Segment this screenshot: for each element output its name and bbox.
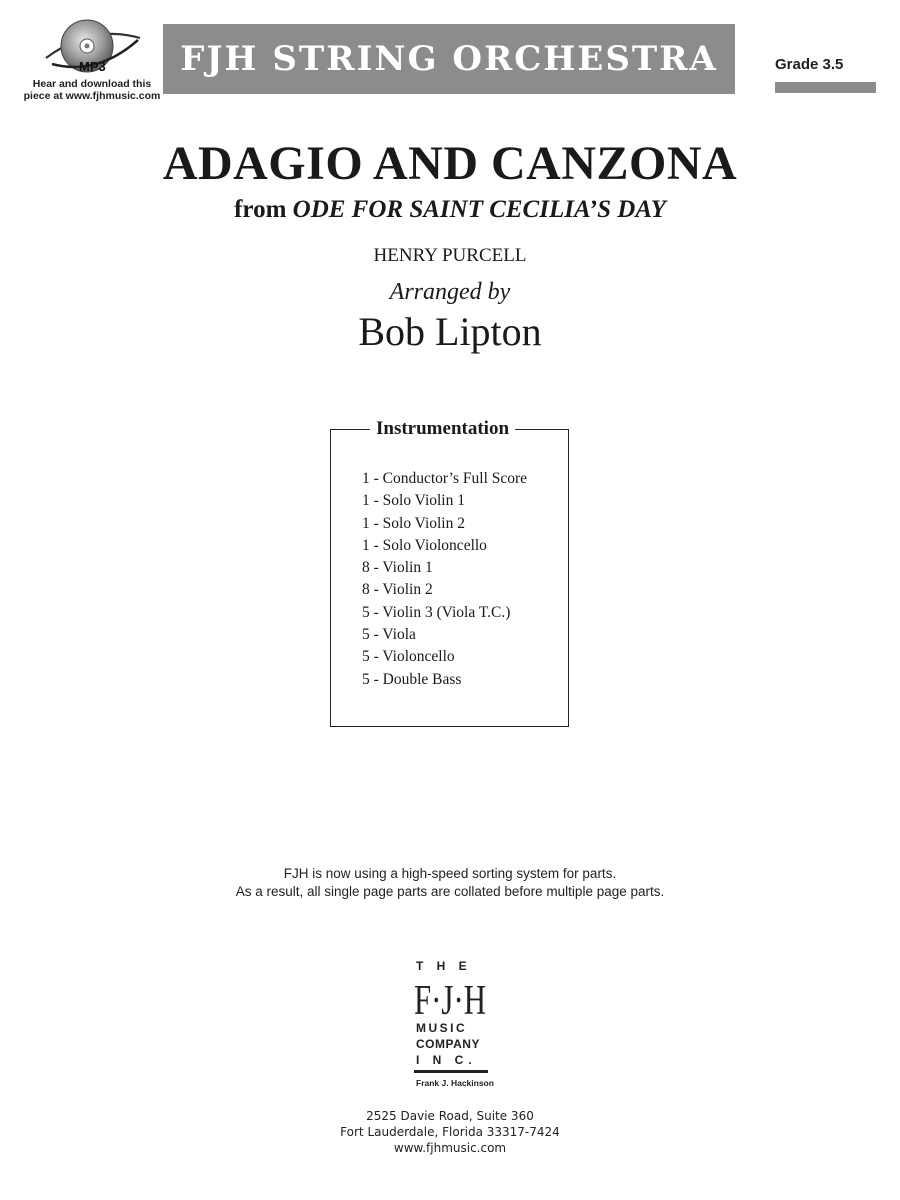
address-line1: 2525 Davie Road, Suite 360 [366, 1109, 534, 1123]
logo-company: COMPANY [416, 1037, 480, 1051]
mp3-note [22, 78, 162, 102]
notice-line1: FJH is now using a high-speed sorting system for parts. [283, 866, 617, 881]
arranged-by-label: Arranged by [389, 279, 511, 305]
sorting-notice [0, 865, 900, 901]
logo-fjh: F·J·H [414, 978, 486, 1024]
instrumentation-list [362, 468, 527, 691]
fjh-music-company-logo [412, 958, 492, 1094]
instrument-item: 1 - Solo Violin 2 [362, 514, 465, 532]
logo-inc: I N C. [416, 1053, 477, 1067]
arranger-name: Bob Lipton [358, 309, 542, 354]
mp3-badge [22, 18, 162, 102]
mp3-note-line1: Hear and download this [32, 78, 152, 90]
address-line2: Fort Lauderdale, Florida 33317-7424 [340, 1125, 560, 1139]
subtitle-prefix: from [234, 196, 287, 223]
notice-line2: As a result, all single page parts are collated before multiple page parts. [235, 884, 665, 899]
grade-rule [775, 82, 876, 93]
logo-rule [414, 1070, 488, 1073]
series-title: FJH STRING ORCHESTRA [180, 39, 718, 79]
address-website: www.fjhmusic.com [393, 1141, 507, 1155]
piece-title: ADAGIO AND CANZONA [162, 137, 738, 190]
series-banner [163, 24, 735, 94]
instrument-item: 1 - Solo Violin 1 [362, 492, 465, 510]
mp3-label: MP3 [79, 59, 106, 74]
logo-founder: Frank J. Hackinson [416, 1078, 494, 1088]
instrumentation-heading: Instrumentation [370, 418, 515, 440]
instrument-item: 1 - Solo Violoncello [362, 536, 487, 554]
composer: HENRY PURCELL [373, 245, 527, 266]
instrument-item: 8 - Violin 1 [362, 559, 433, 577]
instrument-item: 5 - Viola [362, 626, 416, 644]
logo-music: MUSIC [416, 1021, 468, 1035]
piece-subtitle [0, 196, 900, 224]
instrument-item: 8 - Violin 2 [362, 581, 433, 599]
logo-the: T H E [416, 959, 472, 973]
publisher-address [0, 1108, 900, 1156]
grade-label: Grade 3.5 [775, 56, 844, 73]
instrument-item: 5 - Violin 3 (Viola T.C.) [362, 603, 511, 621]
mp3-note-line2: piece at www.fjhmusic.com [23, 90, 161, 102]
instrument-item: 5 - Double Bass [362, 670, 462, 688]
mp3-disc-icon [42, 18, 142, 76]
instrument-item: 5 - Violoncello [362, 648, 455, 666]
instrument-item: 1 - Conductor’s Full Score [362, 470, 528, 487]
subtitle-work: ODE FOR SAINT CECILIA’S DAY [292, 196, 666, 223]
